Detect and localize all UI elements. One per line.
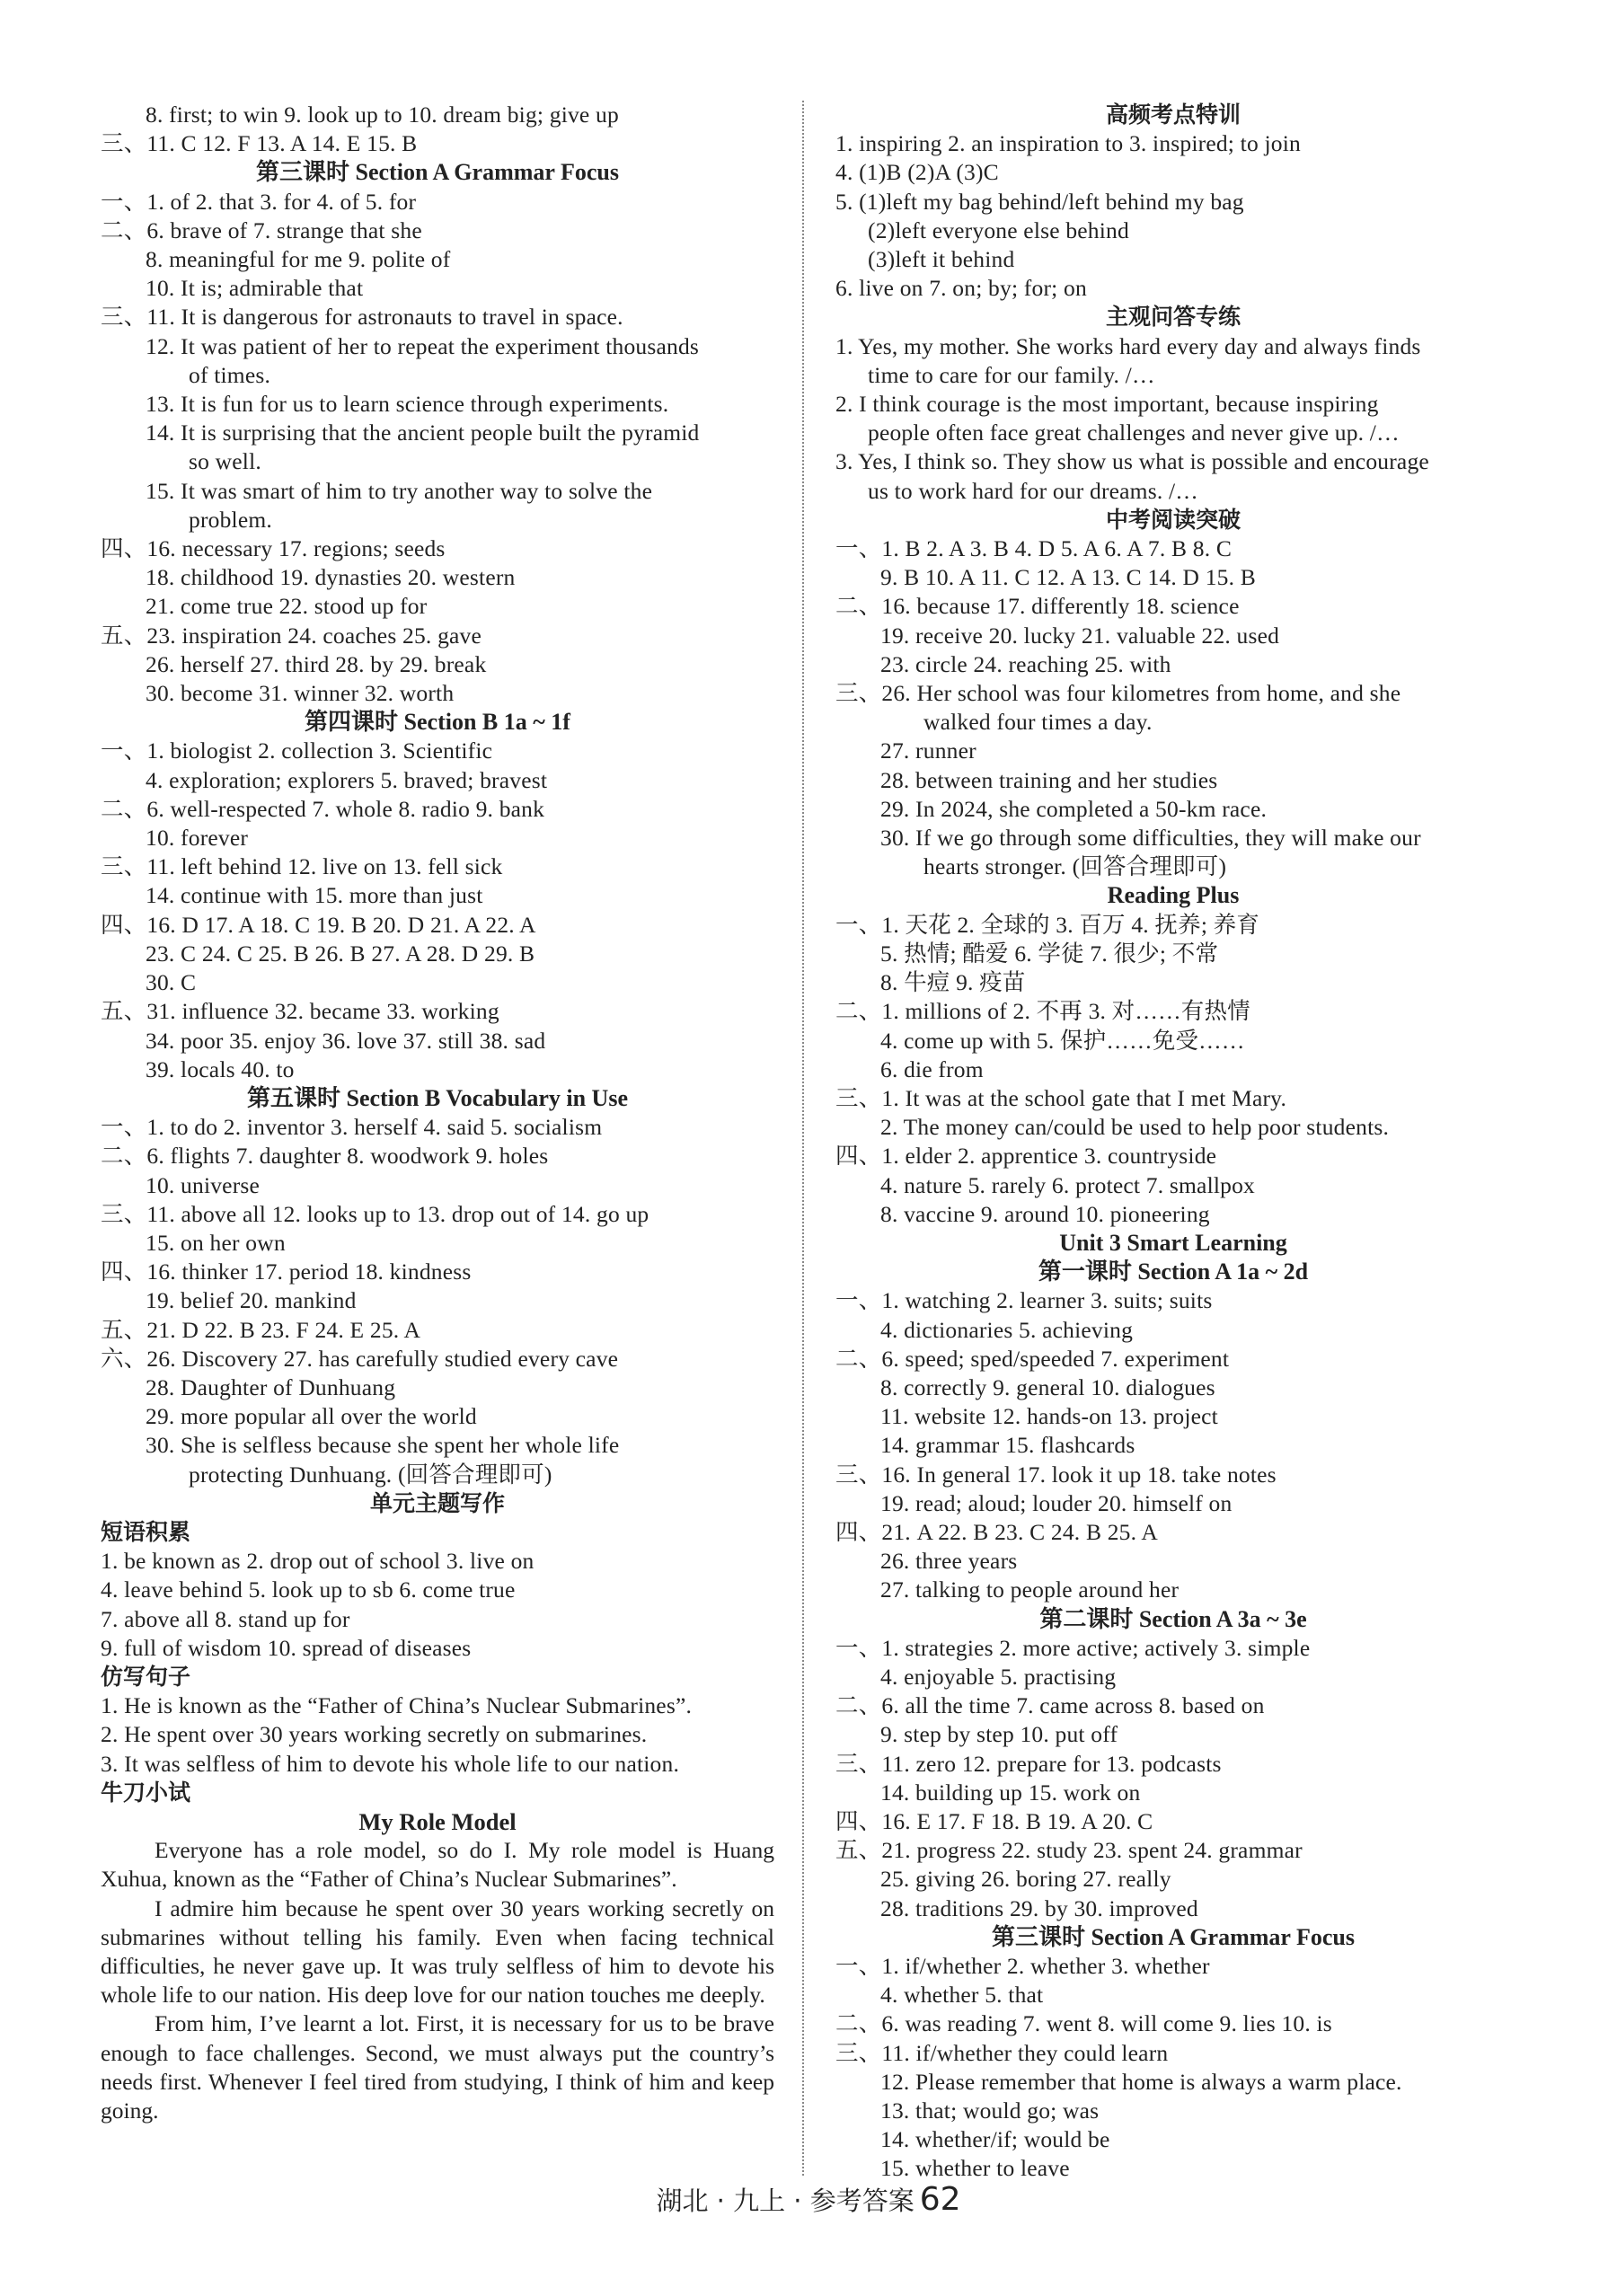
answer-line: 21. come true 22. stood up for [146, 593, 428, 620]
section-heading: 中考阅读突破 [1105, 506, 1241, 533]
answer-line: 30. She is selfless because she spent her whole life [146, 1432, 620, 1459]
section-heading: Reading Plus [1107, 882, 1240, 909]
answer-line: 30. If we go through some difficulties, they will make our [880, 825, 1421, 852]
answer-line: 4. leave behind 5. look up to sb 6. come true [101, 1576, 516, 1603]
answer-line: 26. three years [880, 1548, 1018, 1575]
answer-line: 9. step by step 10. put off [880, 1721, 1118, 1748]
answer-line: 四、16. D 17. A 18. C 19. B 20. D 21. A 22. A [101, 911, 536, 938]
answer-line: 14. building up 15. work on [880, 1779, 1141, 1806]
right-column [835, 101, 1511, 2184]
essay-paragraph: Everyone has a role model, so do I. My role model is Huang Xuhua, known as the “Father of China’s Nuclear Submarines”. [101, 1837, 774, 1893]
section-heading: 第一课时 Section A 1a ~ 2d [1038, 1258, 1309, 1285]
answer-line: 23. C 24. C 25. B 26. B 27. A 28. D 29. B [146, 940, 535, 967]
answer-line: 二、6. flights 7. daughter 8. woodwork 9. holes [101, 1143, 549, 1170]
answer-line: 4. nature 5. rarely 6. protect 7. smallpox [880, 1171, 1255, 1198]
answer-line: 6. die from [880, 1055, 984, 1082]
answer-line: 19. receive 20. lucky 21. valuable 22. used [880, 622, 1280, 649]
answer-line: 15. on her own [146, 1229, 286, 1256]
answer-line: 4. (1)B (2)A (3)C [835, 159, 999, 186]
answer-line: of times. [189, 361, 271, 388]
section-heading: 第五课时 Section B Vocabulary in Use [247, 1084, 628, 1111]
answer-line: 二、6. was reading 7. went 8. will come 9. lies 10. is [835, 2010, 1332, 2037]
answer-line: 1. inspiring 2. an inspiration to 3. inspired; to join [835, 130, 1301, 157]
essay-paragraph: I admire him because he spent over 30 years working secretly on submarines without telling his family. Even when facing technical difficulties, he never gave up. It was truly selfless of him to devote his whole life to our nation. His deep love for our nation touches me deeply. [101, 1894, 774, 2009]
answer-line: 四、1. elder 2. apprentice 3. countryside [835, 1143, 1217, 1170]
answer-line: 六、26. Discovery 27. has carefully studied every cave [101, 1345, 619, 1372]
answer-line: so well. [189, 448, 261, 475]
subsection-heading: 短语积累 [101, 1518, 191, 1545]
answer-line: 14. continue with 15. more than just [146, 882, 483, 909]
answer-line: problem. [189, 506, 272, 533]
answer-line: 三、26. Her school was four kilometres from home, and she [835, 680, 1401, 707]
answer-line: 4. dictionaries 5. achieving [880, 1316, 1134, 1343]
answer-line: 18. childhood 19. dynasties 20. western [146, 564, 516, 591]
subsection-heading: 仿写句子 [101, 1663, 191, 1690]
answer-line: 9. B 10. A 11. C 12. A 13. C 14. D 15. B [880, 564, 1256, 591]
subsection-heading: 牛刀小试 [101, 1779, 191, 1806]
answer-line: 19. belief 20. mankind [146, 1287, 357, 1314]
answer-line: 1. be known as 2. drop out of school 3. live on [101, 1548, 535, 1575]
answer-line: 30. become 31. winner 32. worth [146, 680, 455, 707]
answer-line: 5. 热情; 酷爱 6. 学徒 7. 很少; 不常 [880, 940, 1219, 967]
section-heading: 主观问答专练 [1105, 304, 1241, 331]
answer-line: 28. Daughter of Dunhuang [146, 1373, 396, 1400]
section-heading: 第三课时 Section A Grammar Focus [992, 1923, 1355, 1950]
answer-line: us to work hard for our dreams. /… [868, 477, 1198, 504]
answer-line: 三、1. It was at the school gate that I met Mary. [835, 1084, 1287, 1111]
answer-line: 27. talking to people around her [880, 1576, 1180, 1603]
answer-line: 13. that; would go; was [880, 2097, 1100, 2124]
answer-line: 一、1. to do 2. inventor 3. herself 4. said 5. socialism [101, 1114, 603, 1141]
answer-line: 19. read; aloud; louder 20. himself on [880, 1489, 1233, 1516]
answer-line: hearts stronger. (回答合理即可) [923, 853, 1227, 880]
answer-line: 12. Please remember that home is always a warm place. [880, 2068, 1402, 2095]
answer-line: 14. whether/if; would be [880, 2126, 1110, 2153]
answer-line: 三、11. left behind 12. live on 13. fell sick [101, 853, 503, 880]
section-heading: 第三课时 Section A Grammar Focus [256, 159, 619, 186]
answer-line: (3)left it behind [868, 246, 1015, 273]
answer-line: 10. forever [146, 825, 249, 852]
section-heading: 单元主题写作 [369, 1489, 505, 1516]
answer-line: 14. grammar 15. flashcards [880, 1432, 1135, 1459]
answer-line: 四、16. necessary 17. regions; seeds [101, 535, 446, 562]
answer-line: 五、31. influence 32. became 33. working [101, 998, 499, 1025]
answer-line: 3. It was selfless of him to devote his whole life to our nation. [101, 1750, 680, 1777]
answer-line: 8. 牛痘 9. 疫苗 [880, 969, 1026, 996]
answer-line: 一、1. 天花 2. 全球的 3. 百万 4. 抚养; 养育 [835, 911, 1260, 938]
answer-line: 39. locals 40. to [146, 1055, 295, 1082]
answer-line: 28. between training and her studies [880, 766, 1218, 793]
answer-line: 11. website 12. hands-on 13. project [880, 1403, 1218, 1430]
answer-line: 二、16. because 17. differently 18. science [835, 593, 1240, 620]
answer-line: 28. traditions 29. by 30. improved [880, 1894, 1198, 1921]
page-footer [0, 2181, 1617, 2218]
answer-line: 15. whether to leave [880, 2155, 1070, 2182]
answer-line: 二、6. brave of 7. strange that she [101, 216, 422, 243]
answer-line: 10. It is; admirable that [146, 275, 364, 302]
essay-paragraph: From him, I’ve learnt a lot. First, it is necessary for us to be brave enough to face challenges. Second, we must always put the country’s needs first. Whenever I feel tired from studying, I think of him and keep going. [101, 2010, 774, 2124]
answer-line: 一、1. if/whether 2. whether 3. whether [835, 1953, 1210, 1979]
answer-line: 2. The money can/could be used to help poor students. [880, 1114, 1390, 1141]
answer-line: 14. It is surprising that the ancient people built the pyramid [146, 419, 700, 446]
answer-line: 34. poor 35. enjoy 36. love 37. still 38. sad [146, 1027, 546, 1054]
answer-line: 8. meaningful for me 9. polite of [146, 246, 451, 273]
section-heading: Unit 3 Smart Learning [1059, 1229, 1287, 1256]
answer-line: 三、11. if/whether they could learn [835, 2039, 1169, 2066]
page-number: 62 [919, 2181, 961, 2218]
answer-line: 二、6. all the time 7. came across 8. based on [835, 1692, 1265, 1719]
answer-line: 4. whether 5. that [880, 1982, 1044, 2009]
answer-line: 7. above all 8. stand up for [101, 1605, 350, 1632]
column-divider [802, 101, 804, 2176]
answer-line: 27. runner [880, 737, 976, 764]
answer-line: 一、1. of 2. that 3. for 4. of 5. for [101, 188, 417, 215]
answer-line: time to care for our family. /… [868, 361, 1155, 388]
answer-line: 30. C [146, 969, 197, 996]
footer-label: 湖北 · 九上 · 参考答案 [656, 2186, 915, 2216]
left-column [101, 101, 774, 2125]
answer-line: 29. In 2024, she completed a 50-km race. [880, 795, 1268, 822]
answer-line: 6. live on 7. on; by; for; on [835, 275, 1087, 302]
answer-line: 五、21. progress 22. study 23. spent 24. grammar [835, 1837, 1303, 1864]
answer-line: 1. He is known as the “Father of China’s Nuclear Submarines”. [101, 1692, 693, 1719]
answer-line: 4. enjoyable 5. practising [880, 1663, 1117, 1690]
answer-line: 29. more popular all over the world [146, 1403, 477, 1430]
answer-line: 二、6. speed; sped/speeded 7. experiment [835, 1345, 1230, 1372]
answer-line: 2. I think courage is the most important, because inspiring [835, 391, 1379, 418]
answer-line: 四、16. E 17. F 18. B 19. A 20. C [835, 1807, 1153, 1834]
answer-line: 12. It was patient of her to repeat the experiment thousands [146, 332, 700, 359]
answer-line: 三、16. In general 17. look it up 18. take notes [835, 1461, 1277, 1488]
answer-line: 8. vaccine 9. around 10. pioneering [880, 1200, 1210, 1227]
answer-line: 二、1. millions of 2. 不再 3. 对……有热情 [835, 998, 1250, 1025]
answer-line: walked four times a day. [923, 709, 1153, 736]
answer-line: 3. Yes, I think so. They show us what is possible and encourage [835, 448, 1429, 475]
answer-line: 三、11. C 12. F 13. A 14. E 15. B [101, 130, 418, 157]
answer-line: 四、21. A 22. B 23. C 24. B 25. A [835, 1518, 1158, 1545]
answer-line: 25. giving 26. boring 27. really [880, 1866, 1171, 1893]
section-heading: 第四课时 Section B 1a ~ 1f [305, 709, 570, 736]
answer-line: 8. correctly 9. general 10. dialogues [880, 1373, 1215, 1400]
answer-line: 4. come up with 5. 保护……免受…… [880, 1027, 1245, 1054]
answer-line: 10. universe [146, 1171, 261, 1198]
answer-line: 五、21. D 22. B 23. F 24. E 25. A [101, 1316, 421, 1343]
answer-line: 一、1. biologist 2. collection 3. Scientific [101, 737, 493, 764]
answer-line: protecting Dunhuang. (回答合理即可) [189, 1461, 552, 1488]
answer-line: 8. first; to win 9. look up to 10. dream big; give up [146, 102, 619, 128]
answer-line: 三、11. It is dangerous for astronauts to travel in space. [101, 304, 623, 331]
answer-line: 一、1. B 2. A 3. B 4. D 5. A 6. A 7. B 8. C [835, 535, 1233, 562]
answer-line: 三、11. above all 12. looks up to 13. drop out of 14. go up [101, 1200, 649, 1227]
answer-line: (2)left everyone else behind [868, 216, 1129, 243]
answer-line: 五、23. inspiration 24. coaches 25. gave [101, 622, 482, 649]
answer-line: 4. exploration; explorers 5. braved; bravest [146, 766, 548, 793]
essay-title: My Role Model [358, 1807, 517, 1835]
answer-line: 15. It was smart of him to try another way to solve the [146, 477, 653, 504]
answer-line: 23. circle 24. reaching 25. with [880, 650, 1171, 677]
answer-line: 三、11. zero 12. prepare for 13. podcasts [835, 1750, 1222, 1777]
section-heading: 第二课时 Section A 3a ~ 3e [1039, 1605, 1307, 1632]
answer-line: 2. He spent over 30 years working secretly on submarines. [101, 1721, 648, 1748]
answer-line: 四、16. thinker 17. period 18. kindness [101, 1258, 472, 1285]
answer-line: 26. herself 27. third 28. by 29. break [146, 650, 487, 677]
answer-line: 一、1. watching 2. learner 3. suits; suits [835, 1287, 1213, 1314]
answer-line: 1. Yes, my mother. She works hard every day and always finds [835, 332, 1421, 359]
section-heading: 高频考点特训 [1105, 102, 1241, 128]
answer-line: 一、1. strategies 2. more active; actively 3. simple [835, 1634, 1311, 1661]
answer-line: 二、6. well-respected 7. whole 8. radio 9. bank [101, 795, 545, 822]
answer-line: people often face great challenges and never give up. /… [868, 419, 1400, 446]
answer-line: 5. (1)left my bag behind/left behind my bag [835, 188, 1244, 215]
answer-line: 13. It is fun for us to learn science through experiments. [146, 391, 669, 418]
answer-line: 9. full of wisdom 10. spread of diseases [101, 1634, 472, 1661]
